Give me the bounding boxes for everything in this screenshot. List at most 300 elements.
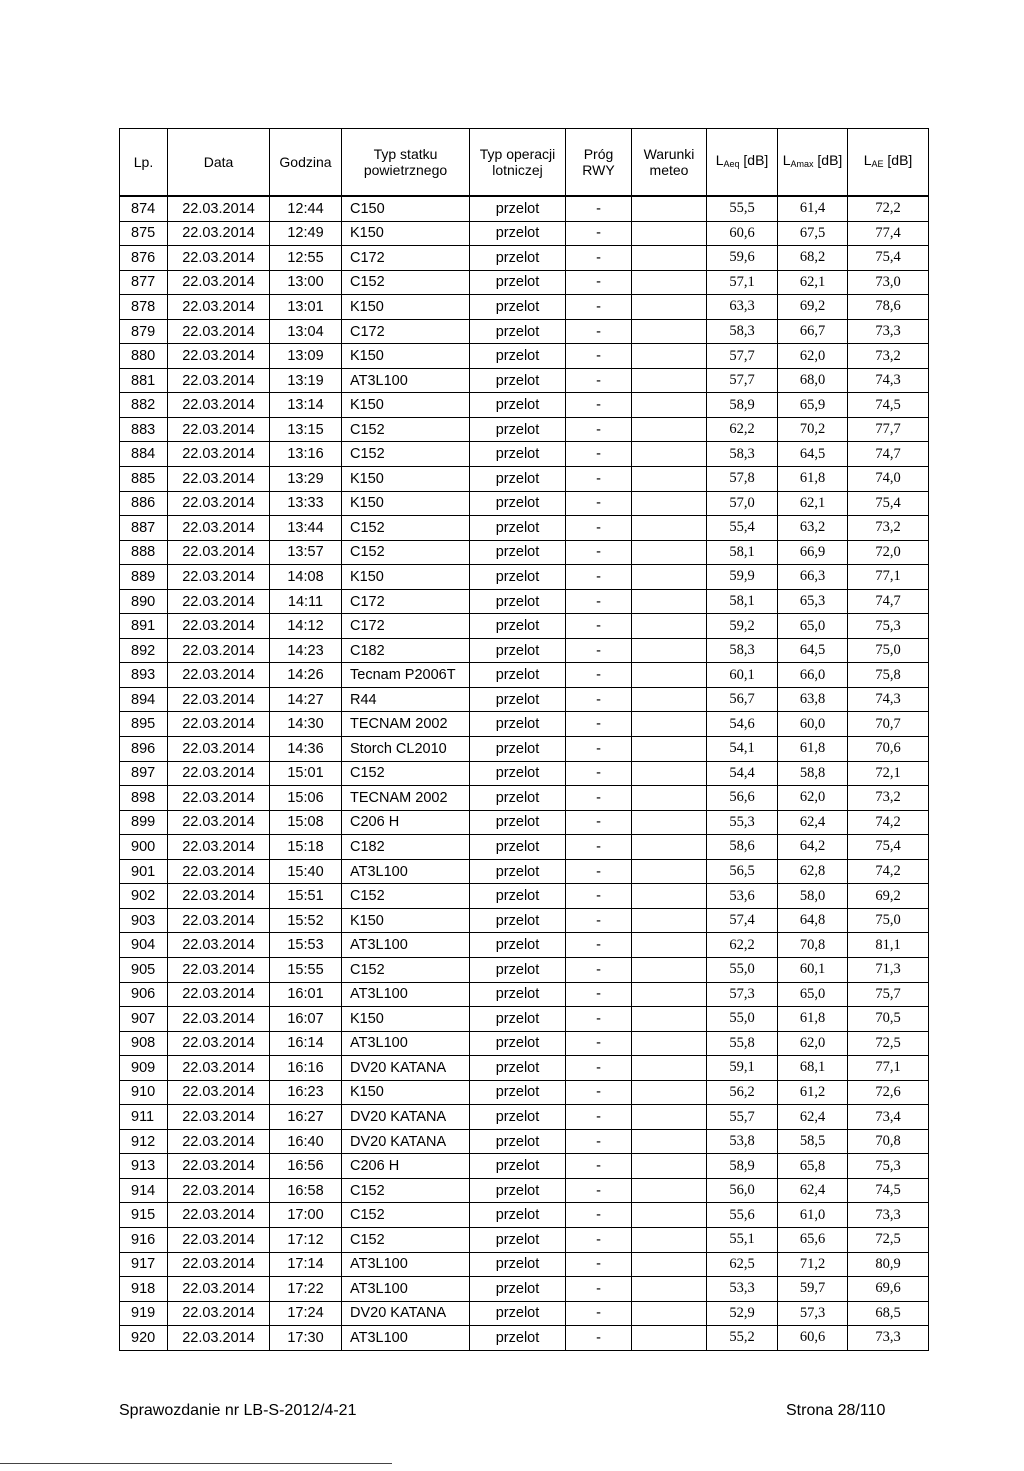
cell-lae: 68,5 (848, 1301, 929, 1326)
cell-lae: 80,9 (848, 1252, 929, 1277)
cell-aircraft: AT3L100 (342, 1252, 470, 1277)
cell-aircraft: K150 (342, 908, 470, 933)
cell-aircraft: DV20 KATANA (342, 1105, 470, 1130)
cell-operation: przelot (470, 491, 566, 516)
cell-runway: - (566, 810, 632, 835)
cell-runway: - (566, 1227, 632, 1252)
cell-date: 22.03.2014 (168, 1227, 270, 1252)
cell-time: 12:44 (270, 196, 342, 221)
cell-weather (632, 1301, 707, 1326)
cell-aircraft: C152 (342, 417, 470, 442)
cell-lae: 73,2 (848, 786, 929, 811)
cell-runway: - (566, 712, 632, 737)
cell-lae: 73,2 (848, 516, 929, 541)
cell-aircraft: C152 (342, 761, 470, 786)
header-warunki: Warunki meteo (632, 129, 707, 197)
cell-lae: 75,7 (848, 982, 929, 1007)
header-typ-operacji: Typ operacji lotniczej (470, 129, 566, 197)
cell-date: 22.03.2014 (168, 196, 270, 221)
cell-lamax: 60,1 (778, 957, 848, 982)
cell-time: 13:00 (270, 270, 342, 295)
cell-date: 22.03.2014 (168, 270, 270, 295)
cell-lp: 908 (120, 1031, 168, 1056)
cell-lp: 904 (120, 933, 168, 958)
cell-date: 22.03.2014 (168, 638, 270, 663)
cell-lae: 70,5 (848, 1007, 929, 1032)
cell-operation: przelot (470, 565, 566, 590)
table-row (120, 565, 929, 590)
cell-lae: 75,0 (848, 638, 929, 663)
cell-lamax: 62,1 (778, 270, 848, 295)
cell-runway: - (566, 295, 632, 320)
cell-lp: 913 (120, 1154, 168, 1179)
header-godzina: Godzina (270, 129, 342, 197)
table-row (120, 786, 929, 811)
cell-time: 13:09 (270, 344, 342, 369)
cell-laeq: 52,9 (707, 1301, 778, 1326)
cell-operation: przelot (470, 319, 566, 344)
cell-aircraft: C152 (342, 1227, 470, 1252)
cell-laeq: 56,6 (707, 786, 778, 811)
cell-date: 22.03.2014 (168, 1056, 270, 1081)
cell-weather (632, 957, 707, 982)
cell-runway: - (566, 663, 632, 688)
cell-date: 22.03.2014 (168, 1007, 270, 1032)
cell-lp: 876 (120, 246, 168, 271)
cell-date: 22.03.2014 (168, 1129, 270, 1154)
cell-date: 22.03.2014 (168, 933, 270, 958)
cell-lp: 919 (120, 1301, 168, 1326)
cell-aircraft: DV20 KATANA (342, 1056, 470, 1081)
cell-lae: 74,5 (848, 393, 929, 418)
cell-time: 14:08 (270, 565, 342, 590)
cell-lae: 69,2 (848, 884, 929, 909)
cell-runway: - (566, 1154, 632, 1179)
cell-lae: 72,0 (848, 540, 929, 565)
cell-weather (632, 565, 707, 590)
cell-runway: - (566, 393, 632, 418)
cell-date: 22.03.2014 (168, 614, 270, 639)
cell-lp: 912 (120, 1129, 168, 1154)
cell-weather (632, 859, 707, 884)
cell-laeq: 53,8 (707, 1129, 778, 1154)
cell-time: 14:27 (270, 687, 342, 712)
cell-weather (632, 442, 707, 467)
cell-operation: przelot (470, 1277, 566, 1302)
header-row (120, 129, 929, 197)
cell-operation: przelot (470, 270, 566, 295)
cell-laeq: 55,6 (707, 1203, 778, 1228)
cell-time: 15:06 (270, 786, 342, 811)
cell-weather (632, 540, 707, 565)
cell-date: 22.03.2014 (168, 884, 270, 909)
cell-lae: 78,6 (848, 295, 929, 320)
cell-date: 22.03.2014 (168, 491, 270, 516)
cell-operation: przelot (470, 687, 566, 712)
cell-date: 22.03.2014 (168, 712, 270, 737)
cell-lae: 73,4 (848, 1105, 929, 1130)
cell-operation: przelot (470, 614, 566, 639)
cell-time: 15:55 (270, 957, 342, 982)
cell-time: 16:58 (270, 1178, 342, 1203)
cell-runway: - (566, 859, 632, 884)
cell-lae: 81,1 (848, 933, 929, 958)
cell-laeq: 58,9 (707, 1154, 778, 1179)
cell-weather (632, 761, 707, 786)
cell-aircraft: K150 (342, 1007, 470, 1032)
cell-time: 17:14 (270, 1252, 342, 1277)
cell-time: 12:55 (270, 246, 342, 271)
cell-lae: 77,7 (848, 417, 929, 442)
cell-operation: przelot (470, 221, 566, 246)
cell-lae: 70,8 (848, 1129, 929, 1154)
cell-weather (632, 786, 707, 811)
cell-date: 22.03.2014 (168, 221, 270, 246)
cell-lp: 887 (120, 516, 168, 541)
cell-lamax: 61,4 (778, 196, 848, 221)
cell-date: 22.03.2014 (168, 663, 270, 688)
cell-time: 13:19 (270, 368, 342, 393)
cell-lp: 915 (120, 1203, 168, 1228)
cell-weather (632, 589, 707, 614)
table-row (120, 516, 929, 541)
cell-runway: - (566, 467, 632, 492)
cell-lp: 902 (120, 884, 168, 909)
cell-laeq: 55,4 (707, 516, 778, 541)
cell-lp: 909 (120, 1056, 168, 1081)
cell-operation: przelot (470, 835, 566, 860)
cell-lae: 70,7 (848, 712, 929, 737)
table-row (120, 417, 929, 442)
cell-date: 22.03.2014 (168, 565, 270, 590)
cell-laeq: 62,5 (707, 1252, 778, 1277)
cell-lamax: 64,2 (778, 835, 848, 860)
footer-page-number: Strona 28/110 (786, 1402, 886, 1419)
cell-lamax: 65,0 (778, 614, 848, 639)
cell-lamax: 62,0 (778, 344, 848, 369)
cell-laeq: 55,7 (707, 1105, 778, 1130)
cell-runway: - (566, 687, 632, 712)
cell-date: 22.03.2014 (168, 835, 270, 860)
cell-time: 12:49 (270, 221, 342, 246)
cell-lp: 895 (120, 712, 168, 737)
cell-operation: przelot (470, 810, 566, 835)
cell-operation: przelot (470, 859, 566, 884)
cell-aircraft: K150 (342, 467, 470, 492)
cell-laeq: 60,6 (707, 221, 778, 246)
cell-laeq: 59,2 (707, 614, 778, 639)
table-row (120, 1056, 929, 1081)
cell-lae: 75,4 (848, 246, 929, 271)
cell-aircraft: DV20 KATANA (342, 1129, 470, 1154)
cell-aircraft: C182 (342, 835, 470, 860)
cell-weather (632, 1178, 707, 1203)
cell-weather (632, 712, 707, 737)
cell-weather (632, 467, 707, 492)
cell-runway: - (566, 270, 632, 295)
cell-runway: - (566, 1105, 632, 1130)
cell-weather (632, 1154, 707, 1179)
cell-lamax: 61,8 (778, 467, 848, 492)
cell-aircraft: AT3L100 (342, 1326, 470, 1351)
cell-aircraft: K150 (342, 295, 470, 320)
cell-lamax: 66,9 (778, 540, 848, 565)
cell-lp: 905 (120, 957, 168, 982)
cell-aircraft: TECNAM 2002 (342, 712, 470, 737)
cell-lae: 73,3 (848, 1203, 929, 1228)
cell-laeq: 58,3 (707, 319, 778, 344)
cell-lamax: 65,0 (778, 982, 848, 1007)
cell-aircraft: K150 (342, 221, 470, 246)
cell-lp: 884 (120, 442, 168, 467)
table-row (120, 663, 929, 688)
cell-runway: - (566, 442, 632, 467)
cell-runway: - (566, 196, 632, 221)
cell-weather (632, 638, 707, 663)
cell-runway: - (566, 1203, 632, 1228)
table-row (120, 1326, 929, 1351)
cell-lae: 77,1 (848, 565, 929, 590)
cell-lamax: 61,8 (778, 1007, 848, 1032)
cell-lp: 918 (120, 1277, 168, 1302)
table-row (120, 589, 929, 614)
cell-runway: - (566, 368, 632, 393)
cell-lamax: 62,4 (778, 1178, 848, 1203)
cell-lamax: 60,6 (778, 1326, 848, 1351)
cell-lp: 877 (120, 270, 168, 295)
cell-runway: - (566, 761, 632, 786)
cell-weather (632, 1080, 707, 1105)
cell-weather (632, 933, 707, 958)
cell-lp: 885 (120, 467, 168, 492)
cell-time: 15:01 (270, 761, 342, 786)
cell-aircraft: C152 (342, 1178, 470, 1203)
cell-time: 16:56 (270, 1154, 342, 1179)
cell-time: 15:08 (270, 810, 342, 835)
header-typ-statku: Typ statku powietrznego (342, 129, 470, 197)
table-row (120, 196, 929, 221)
table-row (120, 687, 929, 712)
cell-lae: 74,2 (848, 859, 929, 884)
cell-lae: 73,3 (848, 319, 929, 344)
cell-laeq: 58,1 (707, 589, 778, 614)
cell-laeq: 58,3 (707, 442, 778, 467)
cell-lamax: 65,3 (778, 589, 848, 614)
cell-lae: 72,5 (848, 1031, 929, 1056)
cell-lp: 910 (120, 1080, 168, 1105)
cell-laeq: 59,1 (707, 1056, 778, 1081)
cell-lamax: 64,5 (778, 638, 848, 663)
table-row (120, 467, 929, 492)
cell-operation: przelot (470, 516, 566, 541)
cell-operation: przelot (470, 1056, 566, 1081)
cell-operation: przelot (470, 196, 566, 221)
cell-runway: - (566, 933, 632, 958)
cell-lamax: 66,3 (778, 565, 848, 590)
cell-operation: przelot (470, 246, 566, 271)
cell-date: 22.03.2014 (168, 687, 270, 712)
cell-aircraft: R44 (342, 687, 470, 712)
cell-lp: 916 (120, 1227, 168, 1252)
cell-weather (632, 368, 707, 393)
cell-aircraft: C172 (342, 589, 470, 614)
cell-laeq: 57,0 (707, 491, 778, 516)
cell-laeq: 55,0 (707, 957, 778, 982)
table-row (120, 344, 929, 369)
cell-weather (632, 516, 707, 541)
cell-lamax: 66,7 (778, 319, 848, 344)
cell-date: 22.03.2014 (168, 344, 270, 369)
cell-weather (632, 737, 707, 762)
cell-operation: przelot (470, 761, 566, 786)
table-row (120, 368, 929, 393)
header-lamax: $L_{Amax}$ [dB] (778, 129, 848, 197)
cell-laeq: 57,7 (707, 344, 778, 369)
cell-aircraft: K150 (342, 393, 470, 418)
cell-operation: przelot (470, 368, 566, 393)
cell-weather (632, 393, 707, 418)
cell-lp: 900 (120, 835, 168, 860)
cell-lp: 881 (120, 368, 168, 393)
cell-time: 16:07 (270, 1007, 342, 1032)
cell-runway: - (566, 1129, 632, 1154)
cell-time: 15:52 (270, 908, 342, 933)
cell-date: 22.03.2014 (168, 1031, 270, 1056)
cell-runway: - (566, 1326, 632, 1351)
table-row (120, 859, 929, 884)
table-row (120, 246, 929, 271)
cell-date: 22.03.2014 (168, 982, 270, 1007)
cell-lae: 74,3 (848, 368, 929, 393)
cell-operation: przelot (470, 295, 566, 320)
cell-time: 14:30 (270, 712, 342, 737)
cell-time: 16:14 (270, 1031, 342, 1056)
cell-lp: 914 (120, 1178, 168, 1203)
cell-lae: 74,0 (848, 467, 929, 492)
cell-operation: przelot (470, 1129, 566, 1154)
cell-lamax: 58,8 (778, 761, 848, 786)
table-row (120, 295, 929, 320)
cell-date: 22.03.2014 (168, 1252, 270, 1277)
table-row (120, 638, 929, 663)
cell-weather (632, 1031, 707, 1056)
cell-lae: 75,3 (848, 614, 929, 639)
cell-lae: 75,0 (848, 908, 929, 933)
table-row (120, 810, 929, 835)
cell-laeq: 62,2 (707, 933, 778, 958)
cell-lamax: 61,0 (778, 1203, 848, 1228)
cell-lamax: 68,1 (778, 1056, 848, 1081)
cell-runway: - (566, 737, 632, 762)
cell-weather (632, 614, 707, 639)
cell-aircraft: C152 (342, 516, 470, 541)
cell-lp: 920 (120, 1326, 168, 1351)
cell-time: 17:30 (270, 1326, 342, 1351)
cell-lamax: 61,8 (778, 737, 848, 762)
cell-runway: - (566, 1056, 632, 1081)
table-row (120, 1129, 929, 1154)
cell-runway: - (566, 957, 632, 982)
cell-time: 17:24 (270, 1301, 342, 1326)
cell-lp: 892 (120, 638, 168, 663)
cell-lae: 75,8 (848, 663, 929, 688)
cell-lp: 891 (120, 614, 168, 639)
cell-lp: 874 (120, 196, 168, 221)
cell-time: 14:11 (270, 589, 342, 614)
cell-lp: 894 (120, 687, 168, 712)
cell-date: 22.03.2014 (168, 761, 270, 786)
cell-weather (632, 344, 707, 369)
cell-operation: przelot (470, 1154, 566, 1179)
header-lp: Lp. (120, 129, 168, 197)
cell-lae: 74,5 (848, 1178, 929, 1203)
cell-time: 15:40 (270, 859, 342, 884)
cell-lp: 907 (120, 1007, 168, 1032)
cell-lp: 878 (120, 295, 168, 320)
cell-aircraft: AT3L100 (342, 982, 470, 1007)
cell-runway: - (566, 1301, 632, 1326)
cell-operation: przelot (470, 786, 566, 811)
cell-runway: - (566, 1080, 632, 1105)
cell-runway: - (566, 540, 632, 565)
cell-lamax: 62,4 (778, 810, 848, 835)
cell-date: 22.03.2014 (168, 393, 270, 418)
cell-lamax: 63,2 (778, 516, 848, 541)
bottom-rule (0, 1463, 392, 1464)
cell-lamax: 59,7 (778, 1277, 848, 1302)
cell-weather (632, 982, 707, 1007)
cell-aircraft: C150 (342, 196, 470, 221)
cell-date: 22.03.2014 (168, 1277, 270, 1302)
cell-date: 22.03.2014 (168, 1154, 270, 1179)
cell-operation: przelot (470, 982, 566, 1007)
cell-lp: 888 (120, 540, 168, 565)
cell-lae: 75,3 (848, 1154, 929, 1179)
table-row (120, 1178, 929, 1203)
cell-weather (632, 1326, 707, 1351)
cell-runway: - (566, 565, 632, 590)
cell-lp: 890 (120, 589, 168, 614)
table-row (120, 393, 929, 418)
cell-aircraft: C206 H (342, 1154, 470, 1179)
table-row (120, 1007, 929, 1032)
cell-lp: 875 (120, 221, 168, 246)
cell-runway: - (566, 344, 632, 369)
cell-lamax: 62,0 (778, 786, 848, 811)
cell-lamax: 58,5 (778, 1129, 848, 1154)
cell-operation: przelot (470, 1203, 566, 1228)
cell-runway: - (566, 982, 632, 1007)
cell-time: 15:53 (270, 933, 342, 958)
cell-runway: - (566, 246, 632, 271)
cell-lp: 901 (120, 859, 168, 884)
cell-aircraft: C152 (342, 884, 470, 909)
cell-date: 22.03.2014 (168, 540, 270, 565)
cell-time: 13:15 (270, 417, 342, 442)
cell-lp: 911 (120, 1105, 168, 1130)
cell-lamax: 65,8 (778, 1154, 848, 1179)
cell-date: 22.03.2014 (168, 1105, 270, 1130)
cell-laeq: 55,5 (707, 196, 778, 221)
cell-laeq: 54,1 (707, 737, 778, 762)
cell-operation: przelot (470, 1031, 566, 1056)
cell-lp: 893 (120, 663, 168, 688)
cell-laeq: 58,6 (707, 835, 778, 860)
table-row (120, 540, 929, 565)
cell-lamax: 71,2 (778, 1252, 848, 1277)
cell-operation: przelot (470, 957, 566, 982)
cell-lp: 899 (120, 810, 168, 835)
